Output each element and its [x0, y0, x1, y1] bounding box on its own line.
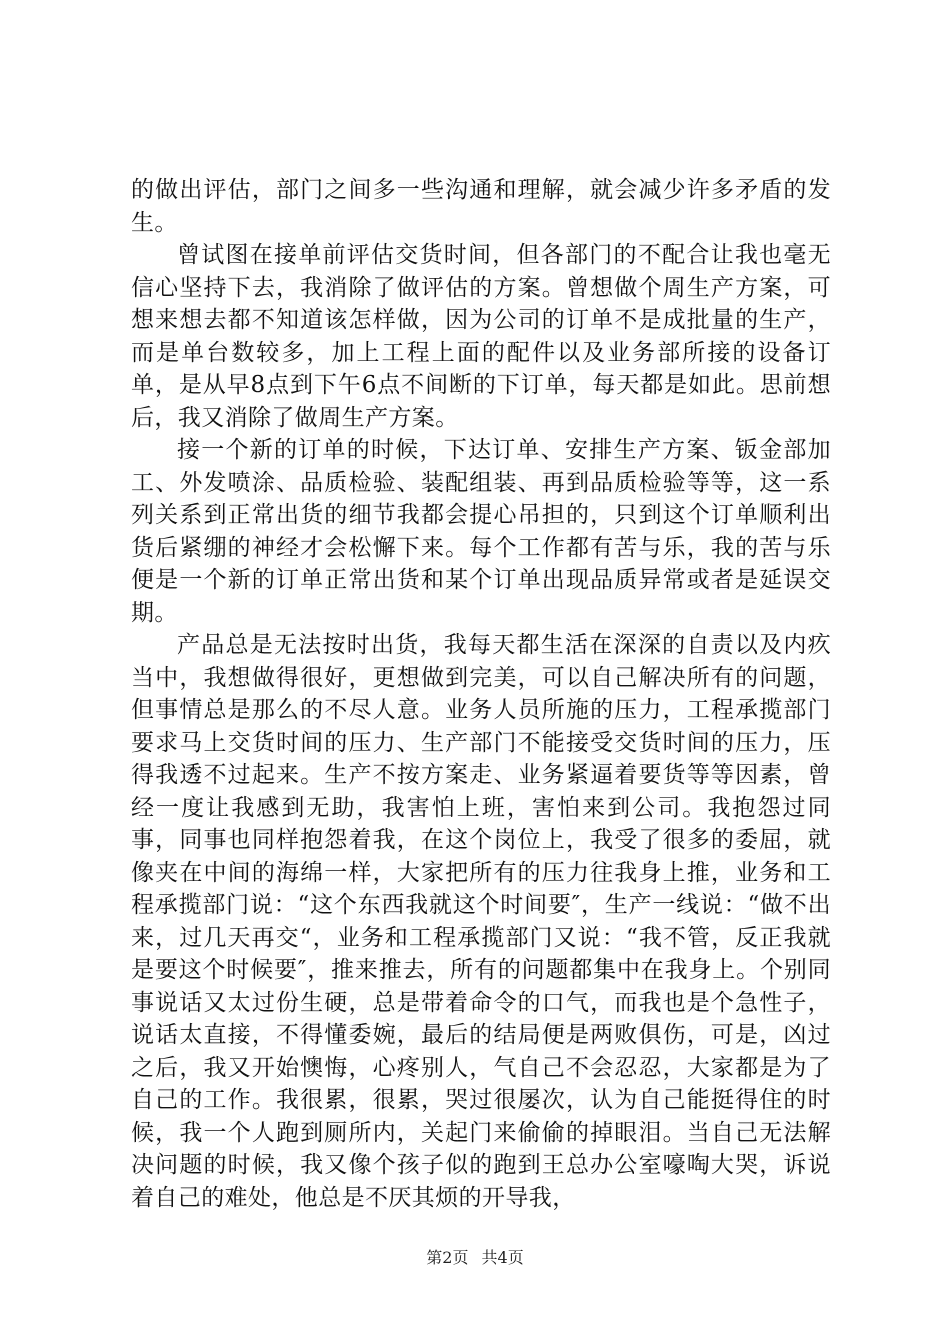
paragraph: 接一个新的订单的时候，下达订单、安排生产方案、钣金部加工、外发喷涂、品质检验、装配组装、再到品质检验等等，这一系列关系到正常出货的细节我都会提心吊担的，只到这个订单顺利出货后紧绷的神经才会松懈下来。每个工作都有苦与乐，我的苦与乐便是一个新的订单正常出货和某个订单出现品质异常或者是延误交期。	[131, 437, 831, 626]
page-number: 第2页	[426, 1248, 469, 1267]
paragraph-continued: 的做出评估，部门之间多一些沟通和理解，就会减少许多矛盾的发生。	[131, 177, 831, 236]
paragraph: 产品总是无法按时出货，我每天都生活在深深的自责以及内疚当中，我想做得很好，更想做到完美，可以自己解决所有的问题，但事情总是那么的不尽人意。业务人员所施的压力，工程承揽部门要求马上交货时间的压力、生产部门不能接受交货时间的压力，压得我透不过起来。生产不按方案走、业务紧逼着要货等等因素，曾经一度让我感到无助，我害怕上班，害怕来到公司。我抱怨过同事，同事也同样抱怨着我，在这个岗位上，我受了很多的委屈，就像夹在中间的海绵一样，大家把所有的压力往我身上推，业务和工程承揽部门说：“这个东西我就这个时间要″，生产一线说：“做不出来，过几天再交“，业务和工程承揽部门又说：“我不管，反正我就是要这个时候要″，推来推去，所有的问题都集中在我身上。个别同事说话又太过份生硬，总是带着命令的口气，而我也是个急性子，说话太直接，不得懂委婉，最后的结局便是两败俱伤，可是，凶过之后，我又开始懊悔，心疼别人，气自己不会忍忍，大家都是为了自己的工作。我很累，很累，哭过很屡次，认为自己能挺得住的时候，我一个人跑到厕所内，关起门来偷偷的掉眼泪。当自己无法解决问题的时候，我又像个孩子似的跑到王总办公室嚎啕大哭，诉说着自己的难处，他总是不厌其烦的开导我，	[131, 632, 831, 1211]
paragraph: 曾试图在接单前评估交货时间，但各部门的不配合让我也毫无信心坚持下去，我消除了做评估的方案。曾想做个周生产方案，可想来想去都不知道该怎样做，因为公司的订单不是成批量的生产，而是单台数较多，加上工程上面的配件以及业务部所接的设备订单，是从早8点到下午6点不间断的下订单，每天都是如此。思前想后，我又消除了做周生产方案。	[131, 242, 831, 431]
document-body	[131, 174, 831, 1214]
page-total: 共4页	[481, 1248, 524, 1267]
page-footer	[0, 1245, 950, 1268]
